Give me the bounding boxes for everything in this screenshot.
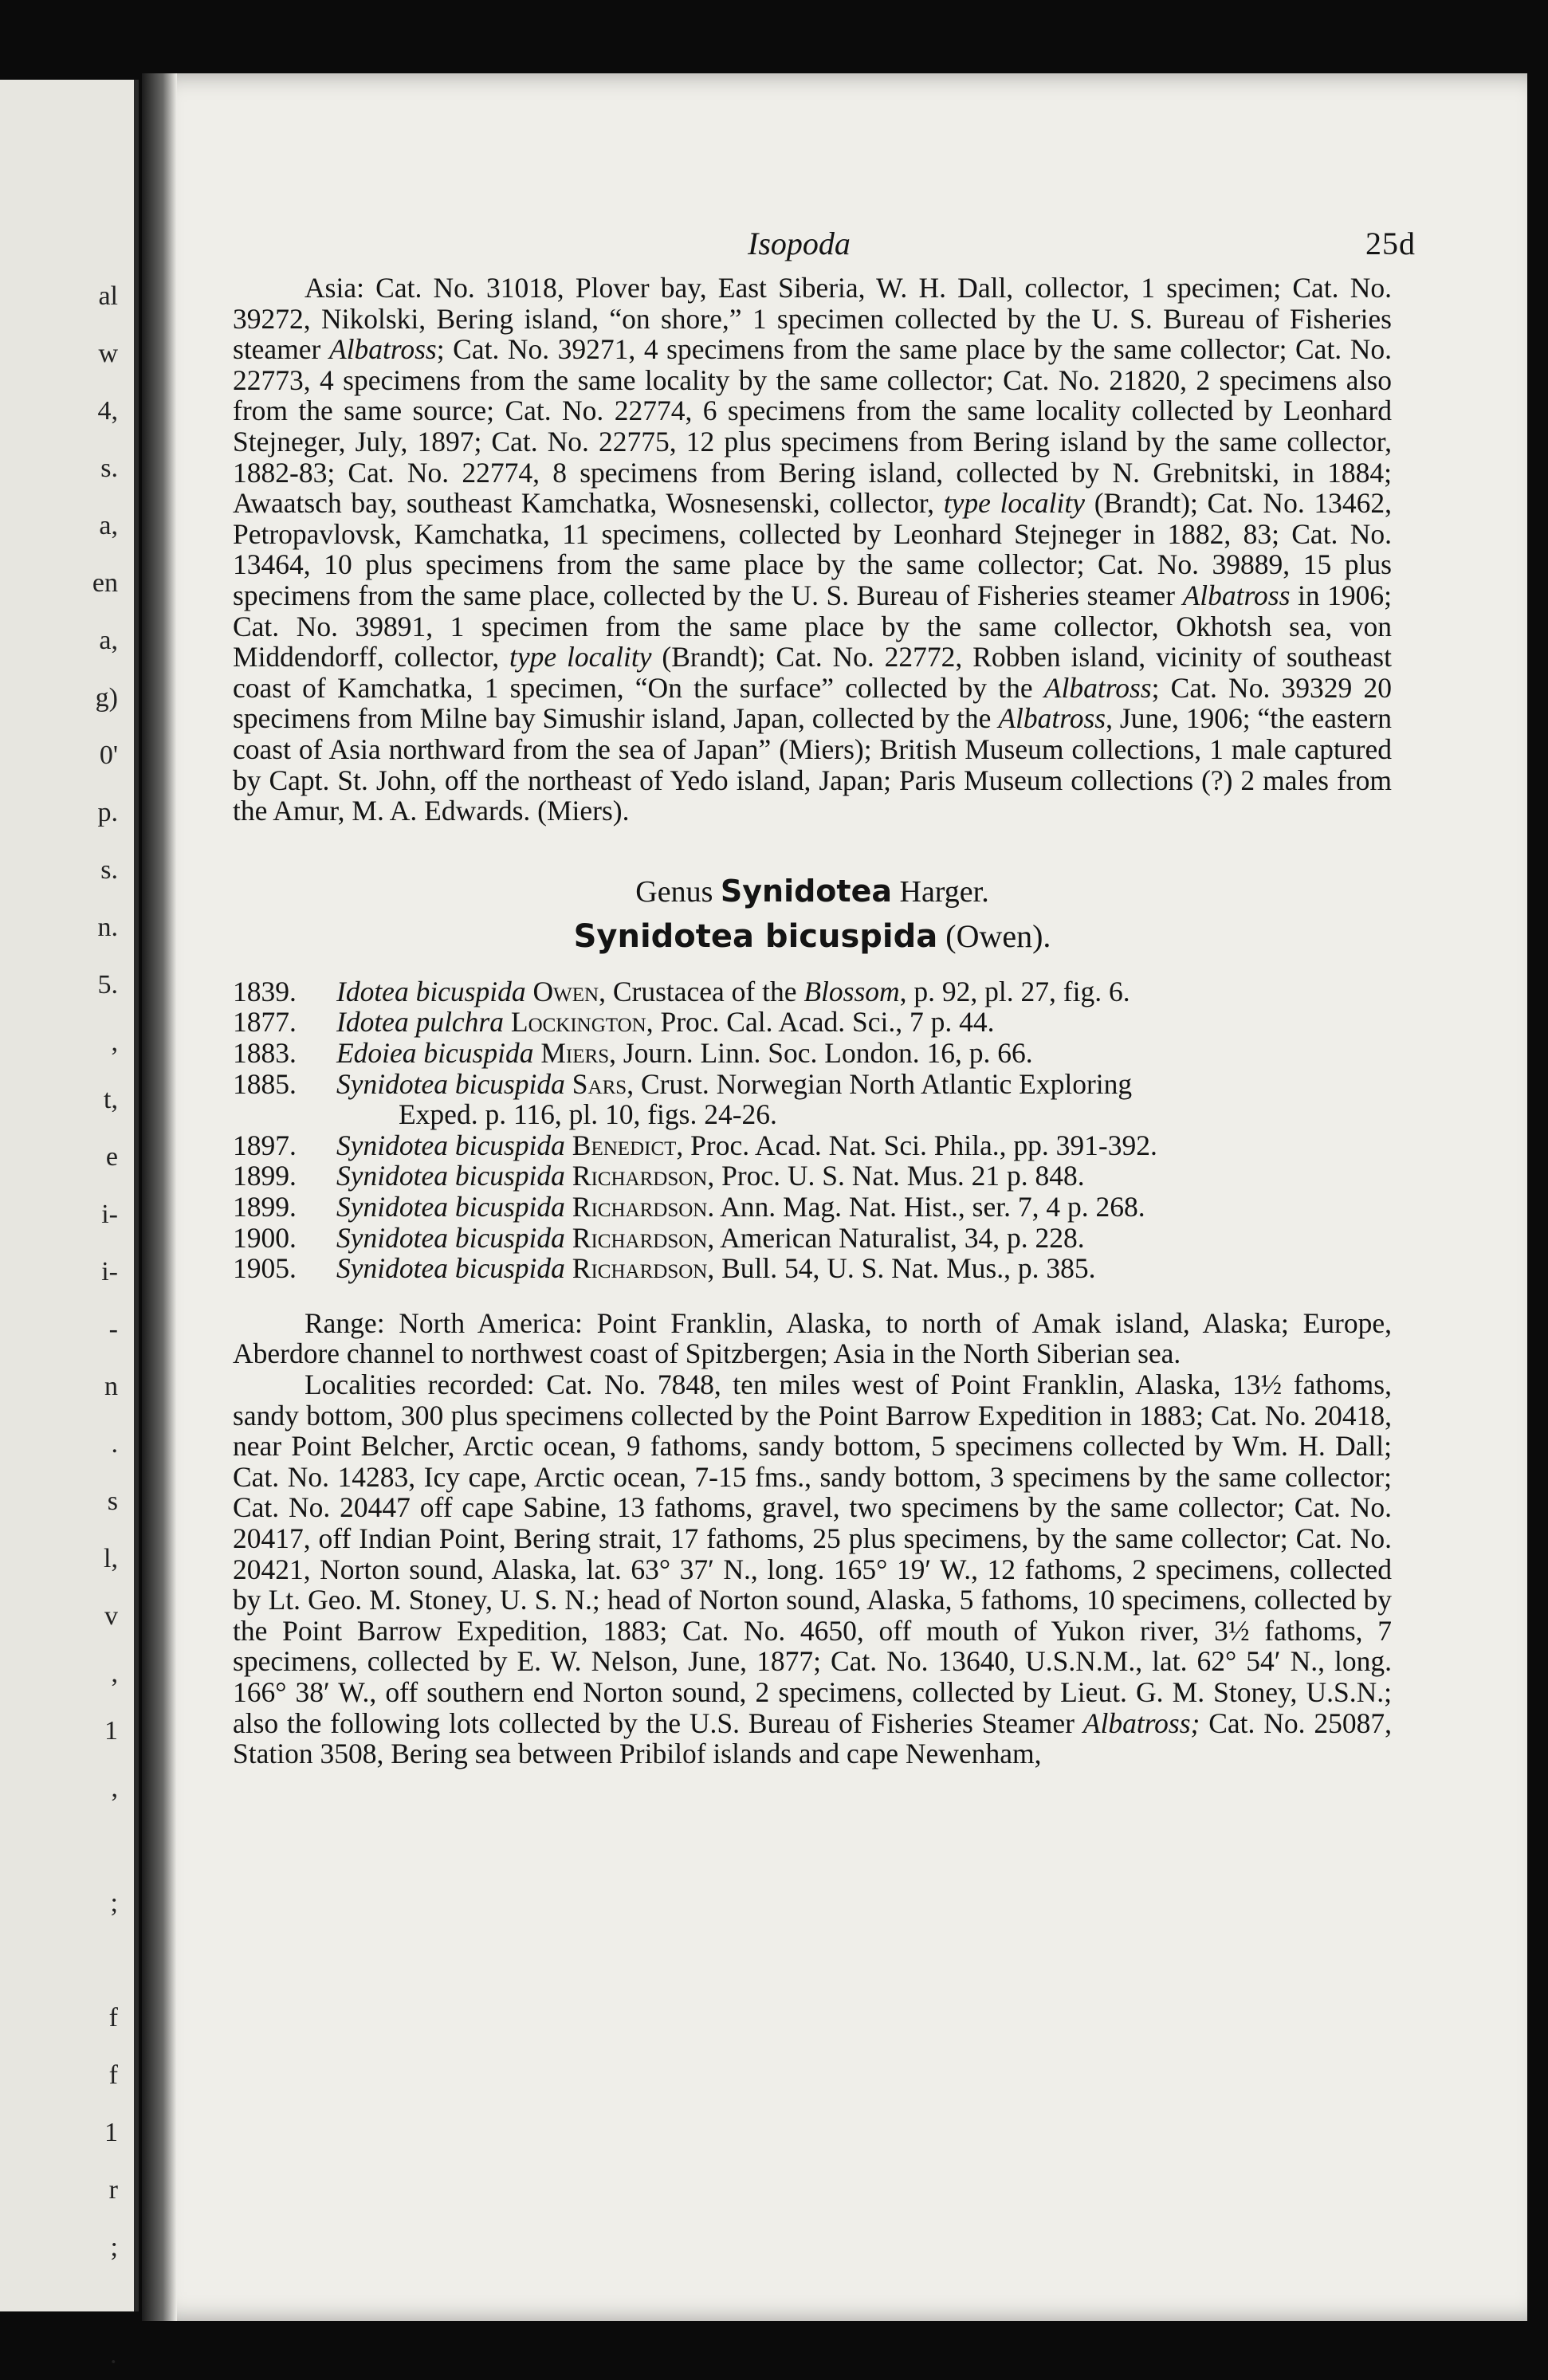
adjacent-page-text-fragment: e	[105, 1142, 118, 1172]
adjacent-page-text-fragment: 5.	[97, 970, 118, 1000]
adjacent-page-text-fragment: ,	[111, 1773, 118, 1803]
running-title: Isopoda	[748, 226, 851, 261]
adjacent-page-text-fragment: ;	[110, 2233, 118, 2262]
adjacent-page-text-fragment: al	[98, 281, 118, 311]
synonymy-taxon: Synidotea bicuspida	[336, 1252, 565, 1285]
text-run: ; Cat. No. 39271, 4 specimens from the same place by the same collector; Cat. No. 22773, 4 specimens from the same locality by the same collector; Cat. No. 21820, 2 specimens also from the same source; Cat. No. 22774, 6 specimens from the same locality collected by Leonhard Stejneger, July, 1897; Cat. No. 22775, 12 plus specimens from Bering island by the same collector, 1882-83; Cat. No. 22774, 8 specimens from Bering island, collected by N. Grebnitski, in 1884; Awaatsch bay, southeast Kamchatka, Wosnesenski, collector,	[233, 333, 1392, 520]
book-page	[142, 73, 1527, 2321]
adjacent-page-text-fragment: w	[98, 339, 118, 368]
synonymy-continuation: Exped. p. 116, pl. 10, figs. 24-26.	[399, 1098, 777, 1131]
synonymy-entry	[233, 1038, 1392, 1069]
range-paragraph: Range: North America: Point Franklin, Alaska, to north of Amak island, Alaska; Europe, Aberdore channel to northwest coast of Spitzbergen; Asia in the North Siberian sea.	[233, 1306, 1392, 1370]
synonymy-taxon: Synidotea bicuspida	[336, 1129, 565, 1161]
genus-author: Harger.	[892, 874, 989, 909]
synonymy-taxon: Idotea bicuspida	[336, 975, 526, 1007]
adjacent-page-text-fragment: p.	[97, 798, 118, 827]
adjacent-page-text-fragment: 1	[104, 1716, 118, 1746]
genus-prefix: Genus	[635, 874, 721, 909]
synonymy-entry	[233, 1069, 1392, 1130]
synonymy-entry	[233, 1192, 1392, 1223]
synonymy-year: 1900.	[233, 1221, 297, 1254]
synonymy-reference: , Proc. Acad. Nat. Sci. Phila., pp. 391-392.	[676, 1129, 1157, 1161]
synonymy-author: Richardson	[572, 1191, 708, 1223]
synonymy-year: 1883.	[233, 1037, 297, 1070]
italic-run: Albatross	[1182, 579, 1291, 611]
synonymy-reference-italic: Blossom	[803, 975, 900, 1007]
adjacent-page-text-fragment: g)	[95, 683, 118, 713]
adjacent-page-text-fragment: .	[111, 1429, 118, 1459]
synonymy-reference: , American Naturalist, 34, p. 228.	[707, 1221, 1085, 1254]
synonymy-reference: , Crustacea of the	[599, 975, 804, 1007]
italic-run: Albatross	[998, 702, 1106, 735]
adjacent-page-text-fragment: v	[104, 1601, 118, 1631]
italic-run: type locality	[509, 641, 652, 674]
adjacent-page-text-fragment: 1	[104, 2118, 118, 2147]
adjacent-page-fragment	[0, 80, 139, 2377]
synonymy-reference: , Bull. 54, U. S. Nat. Mus., p. 385.	[707, 1252, 1096, 1285]
synonymy-year: 1905.	[233, 1252, 297, 1285]
adjacent-page-text-fragment: en	[92, 568, 118, 598]
synonymy-entry	[233, 1223, 1392, 1254]
synonymy-year: 1897.	[233, 1129, 297, 1161]
synonymy-taxon: Edoiea bicuspida	[336, 1037, 534, 1070]
synonymy-reference: , Proc. Cal. Acad. Sci., 7 p. 44.	[646, 1006, 995, 1039]
synonymy-taxon: Synidotea bicuspida	[336, 1191, 565, 1223]
synonymy-author: Richardson	[572, 1252, 708, 1285]
adjacent-page-text-fragment: f	[108, 2060, 118, 2090]
adjacent-page-text-fragment: a,	[99, 511, 118, 540]
page-number: 25d	[1365, 226, 1416, 261]
synonymy-author: Benedict	[572, 1129, 677, 1161]
adjacent-page-text-fragment: r	[108, 2175, 118, 2205]
species-heading	[233, 918, 1392, 956]
synonymy-entry	[233, 1161, 1392, 1192]
adjacent-page-text-fragment: n.	[97, 913, 118, 942]
text-run: Asia: Cat. No. 31018, Plover bay, East Siberia, W. H. Dall, collector, 1 specimen; Cat. No. 39272, Nikolski, Bering island, “on shore,” 1 specimen collected by the U. S. Bureau of Fisheries steamer	[233, 272, 1392, 366]
synonymy-author: Miers	[540, 1037, 610, 1070]
genus-heading	[233, 873, 1392, 909]
synonymy-year: 1877.	[233, 1006, 297, 1039]
adjacent-page-text-fragment: t,	[104, 1085, 118, 1114]
adjacent-page-text-fragment: 0'	[99, 740, 118, 770]
synonymy-year: 1899.	[233, 1191, 297, 1223]
species-name: Synidotea bicuspida	[573, 918, 938, 956]
synonymy-taxon: Synidotea bicuspida	[336, 1221, 565, 1254]
adjacent-page-text-fragment: -	[108, 1314, 118, 1344]
asia-localities-paragraph	[233, 273, 1392, 827]
synonymy-author: Owen	[532, 975, 599, 1007]
synonymy-entry	[233, 1007, 1392, 1038]
synonymy-reference: , Proc. U. S. Nat. Mus. 21 p. 848.	[707, 1160, 1085, 1192]
adjacent-page-text-fragment: s.	[100, 454, 118, 483]
adjacent-page-text-fragment: ,	[111, 1027, 118, 1057]
synonymy-taxon: Idotea pulchra	[336, 1006, 505, 1039]
adjacent-page-text-fragment: s	[107, 1487, 118, 1516]
synonymy-taxon: Synidotea bicuspida	[336, 1067, 565, 1100]
synonymy-author: Richardson	[572, 1221, 708, 1254]
page-body	[233, 273, 1392, 1769]
synonymy-author: Richardson	[572, 1160, 708, 1192]
synonymy-reference-end: , p. 92, pl. 27, fig. 6.	[899, 975, 1130, 1007]
adjacent-page-text-fragment: s.	[100, 855, 118, 885]
synonymy-entry	[233, 976, 1392, 1007]
synonymy-reference: , Journ. Linn. Soc. London. 16, p. 66.	[609, 1037, 1033, 1070]
localities-paragraph	[233, 1369, 1392, 1769]
synonymy-taxon: Synidotea bicuspida	[336, 1160, 565, 1192]
page-gutter-shadow	[142, 73, 177, 2321]
synonymy-reference: , Crust. Norwegian North Atlantic Exploring	[627, 1067, 1133, 1100]
synonymy-entry	[233, 1130, 1392, 1161]
text-run: ; Cat. No. 39329 20 specimens from Milne bay Simushir island, Japan, collected by the	[233, 671, 1392, 735]
adjacent-page-text-fragment: i-	[101, 1200, 118, 1229]
italic-run: Albatross	[1043, 671, 1152, 704]
species-author: (Owen).	[937, 918, 1051, 955]
text-run: (Brandt); Cat. No. 22772, Robben island, vicinity of southeast coast of Kamchatka, 1 specimen, “On the surface” collected by the	[233, 641, 1392, 704]
adjacent-page-text-fragment: 4,	[97, 396, 118, 426]
synonymy-entry	[233, 1253, 1392, 1284]
italic-run: Albatross;	[1082, 1706, 1200, 1739]
adjacent-page-text-fragment: ;	[110, 1888, 118, 1918]
adjacent-page-text-fragment: ,	[111, 1659, 118, 1688]
italic-run: type locality	[943, 487, 1086, 520]
adjacent-page-text-fragment: f	[108, 2003, 118, 2032]
synonymy-author: Lockington	[510, 1006, 646, 1039]
text-run: Cat. No. 25087, Station 3508, Bering sea between Pribilof islands and cape Newenham,	[233, 1706, 1392, 1770]
text-run: , June, 1906; “the eastern coast of Asia northward from the sea of Japan” (Miers); British Museum collections, 1 male captured by Capt. St. John, off the northeast of Yedo island, Japan; Paris Museum collections (?) 2 males from the Amur, M. A. Edwards. (Miers).	[233, 702, 1392, 827]
adjacent-page-text-fragment: ·	[108, 2347, 118, 2377]
adjacent-page-text-fragment: a,	[99, 626, 118, 655]
synonymy-list	[233, 976, 1392, 1284]
synonymy-year: 1899.	[233, 1160, 297, 1192]
synonymy-author: Sars	[572, 1067, 627, 1100]
synonymy-year: 1885.	[233, 1067, 297, 1100]
genus-name: Synidotea	[720, 873, 892, 909]
text-run: in 1906; Cat. No. 39891, 1 specimen from the same place by the same collector, Okhotsh sea, von Middendorff, collector,	[233, 579, 1392, 674]
adjacent-page-text-fragment: l,	[104, 1544, 118, 1573]
synonymy-year: 1839.	[233, 975, 297, 1007]
adjacent-page-text-fragment: i-	[101, 1257, 118, 1286]
text-run: Localities recorded: Cat. No. 7848, ten miles west of Point Franklin, Alaska, 13½ fathoms, sandy bottom, 300 plus specimens collected by the Point Barrow Expedition in 1883; Cat. No. 20418, near Point Belcher, Arctic ocean, 9 fathoms, sandy bottom, 5 specimens collected by Wm. H. Dall; Cat. No. 14283, Icy cape, Arctic ocean, 7-15 fms., sandy bottom, 3 specimens by the same collector; Cat. No. 20447 off cape Sabine, 13 fathoms, gravel, two specimens by the same collector; Cat. No. 20417, off Indian Point, Bering strait, 17 fathoms, 25 plus specimens, by the same collector; Cat. No. 20421, Norton sound, Alaska, lat. 63° 37′ N., long. 165° 19′ W., 12 fathoms, 2 specimens, collected by Lt. Geo. M. Stoney, U. S. N.; head of Norton sound, Alaska, 5 fathoms, 10 specimens, collected by the Point Barrow Expedition, 1883; Cat. No. 4650, off mouth of Yukon river, 3½ fathoms, 7 specimens, collected by E. W. Nelson, June, 1877; Cat. No. 13640, U.S.N.M., lat. 62° 54′ N., long. 166° 38′ W., off southern end Norton sound, 2 specimens, collected by Lieut. G. M. Stoney, U.S.N.; also the following lots collected by the U.S. Bureau of Fisheries Steamer	[233, 1369, 1392, 1739]
italic-run: Albatross	[328, 333, 437, 366]
text-run: (Brandt); Cat. No. 13462, Petropavlovsk, Kamchatka, 11 specimens, collected by Leonhard Stejneger in 1882, 83; Cat. No. 13464, 10 plus specimens from the same place by the same collector; Cat. No. 39889, 15 plus specimens from the same place, collected by the U. S. Bureau of Fisheries steamer	[233, 487, 1393, 611]
adjacent-page-text-fragment: n	[104, 1372, 118, 1401]
synonymy-reference: . Ann. Mag. Nat. Hist., ser. 7, 4 p. 268.	[707, 1191, 1145, 1223]
